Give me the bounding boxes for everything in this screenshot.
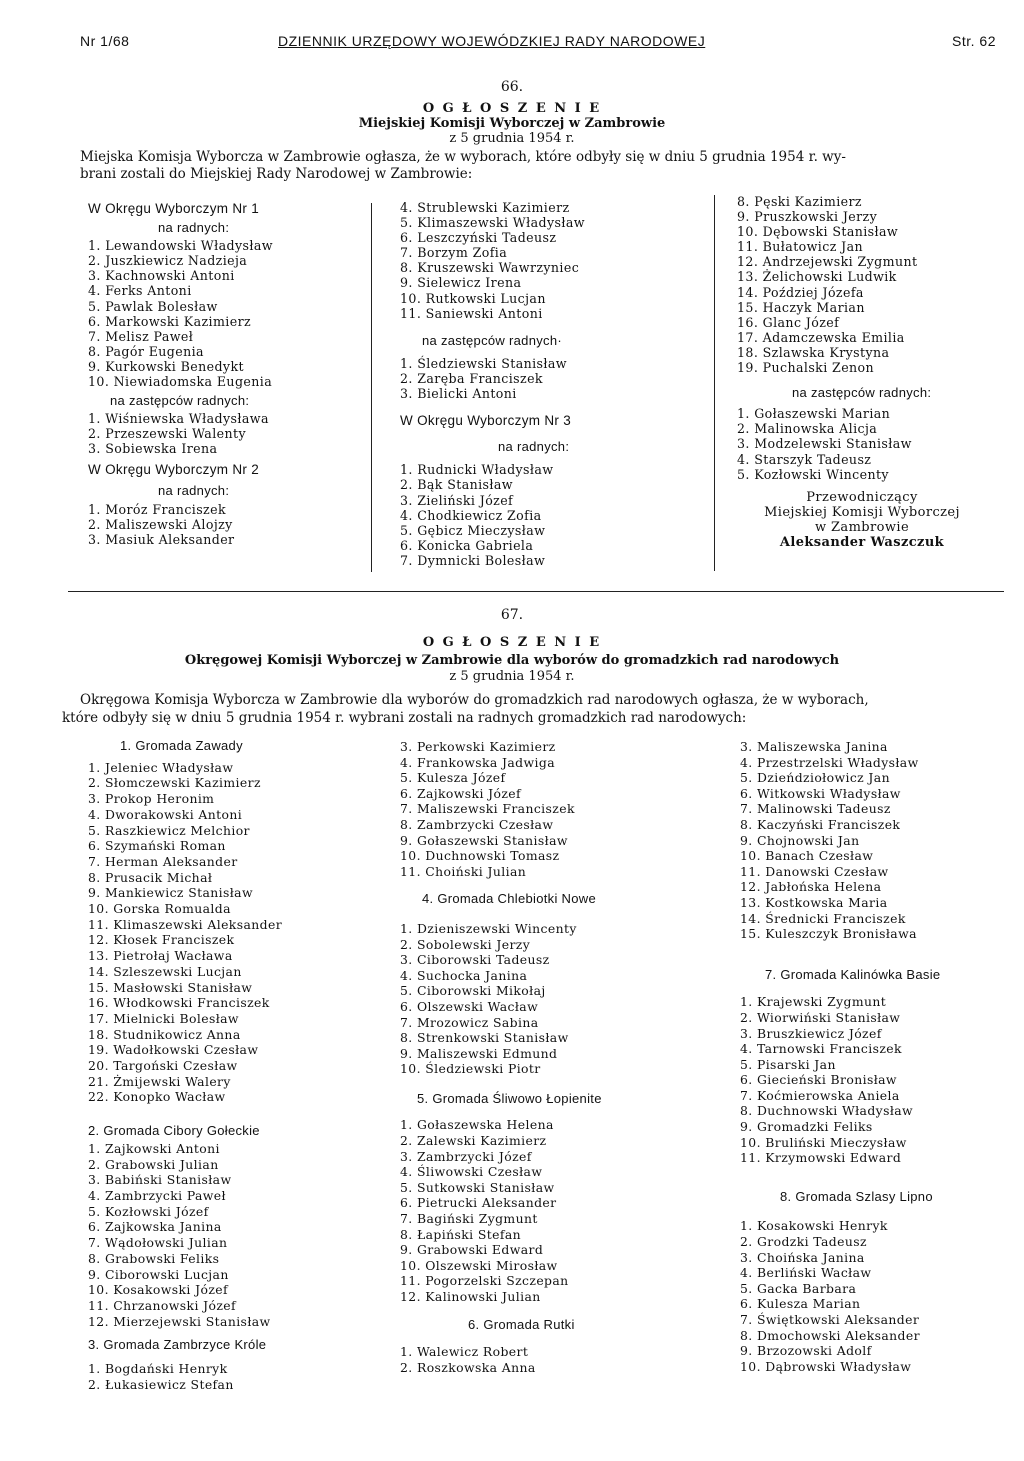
- list-item: 5. Pisarski Jan: [740, 1056, 836, 1072]
- list-item: 6. Zajkowska Janina: [88, 1219, 222, 1235]
- list-item: 14. Średnicki Franciszek: [740, 910, 906, 926]
- list-item: 5. Pawlak Bolesław: [88, 298, 218, 314]
- list-item: 7. Świętkowski Aleksander: [740, 1312, 920, 1327]
- list-item: 1. Bogdański Henryk: [88, 1361, 228, 1377]
- signature-block: [737, 490, 987, 550]
- s67-number: 67.: [500, 607, 524, 623]
- list-item: 10. Dąbrowski Władysław: [740, 1358, 912, 1374]
- s67-subtitle: Okręgowej Komisji Wyborczej w Zambrowie dla wyborów do gromadzkich rad narodowych: [184, 653, 840, 668]
- name-list: [400, 200, 585, 321]
- name-list: [737, 406, 987, 481]
- s67-title: O G Ł O S Z E N I E: [422, 635, 602, 650]
- list-item: 7. Maliszewski Franciszek: [400, 801, 575, 817]
- list-item: 8. Prusacik Michał: [88, 869, 213, 885]
- list-item: 14. Szleszewski Lucjan: [88, 963, 242, 979]
- list-item: 16. Włodkowski Franciszek: [88, 995, 270, 1011]
- list-item: 19. Wadołkowski Czesław: [88, 1042, 259, 1058]
- list-item: 9. Ciborowski Lucjan: [88, 1266, 229, 1282]
- list-item: 10. Niewiadomska Eugenia: [88, 374, 273, 390]
- list-item: 3. Perkowski Kazimierz: [400, 739, 556, 754]
- s66-col2: [400, 200, 585, 568]
- list-item: 10. Banach Czesław: [740, 848, 874, 864]
- name-list: [740, 994, 940, 1166]
- list-item: 11. Klimaszewski Aleksander: [88, 916, 283, 932]
- list-item: 3. Masiuk Aleksander: [88, 531, 235, 547]
- list-item: 6. Konicka Gabriela: [400, 537, 534, 553]
- list-item: 9. Sielewicz Irena: [400, 275, 522, 291]
- list-item: 9. Brzozowski Adolf: [740, 1343, 872, 1359]
- list-item: 14. Poździej Józefa: [737, 284, 864, 300]
- list-item: 5. Kozłowski Józef: [88, 1203, 209, 1219]
- list-item: 8. Łapiński Stefan: [400, 1226, 522, 1242]
- list-item: 9. Mankiewicz Stanisław: [88, 885, 253, 901]
- list-item: 15. Masłowski Stanisław: [88, 979, 253, 995]
- name-list: [88, 1361, 282, 1392]
- list-item: 6. Zajkowski Józef: [400, 785, 522, 801]
- list-item: 2. Przeszewski Walenty: [88, 426, 246, 442]
- list-item: 5. Ciborowski Mikołaj: [400, 983, 546, 999]
- list-item: 13. Żelichowski Ludwik: [737, 269, 897, 285]
- s66-intro-line2: brani zostali do Miejskiej Rady Narodowej w Zambrowie:: [80, 166, 473, 182]
- list-item: 4. Zambrzycki Paweł: [88, 1187, 226, 1203]
- signature-role: Przewodniczący: [806, 489, 918, 505]
- list-item: 3. Babiński Stanisław: [88, 1172, 232, 1188]
- list-item: 9. Gromadzki Feliks: [740, 1119, 873, 1135]
- list-item: 1. Lewandowski Władysław: [88, 238, 273, 254]
- list-item: 2. Łukasiewicz Stefan: [88, 1376, 234, 1392]
- name-list: [740, 739, 940, 942]
- list-item: 11. Bułatowicz Jan: [737, 239, 863, 255]
- list-item: 2. Malinowska Alicja: [737, 421, 878, 437]
- list-item: 10. Rutkowski Lucjan: [400, 290, 546, 306]
- list-item: 6. Pietrucki Aleksander: [400, 1195, 557, 1211]
- list-item: 11. Choiński Julian: [400, 863, 527, 879]
- list-item: 2. Wiorwiński Stanisław: [740, 1009, 901, 1025]
- list-item: 1. Walewicz Robert: [400, 1344, 529, 1360]
- gromada-heading: 5. Gromada Śliwowo Łopienite: [417, 1090, 602, 1106]
- list-item: 5. Gębicz Mieczysław: [400, 522, 546, 538]
- list-item: 9. Maliszewski Edmund: [400, 1045, 558, 1061]
- list-item: 2. Grabowski Julian: [88, 1156, 219, 1172]
- list-item: 7. Borzym Zofia: [400, 245, 508, 261]
- name-list: [400, 356, 585, 401]
- journal-title: DZIENNIK URZĘDOWY WOJEWÓDZKIEJ RADY NARODOWEJ: [278, 33, 706, 49]
- list-item: 12. Kalinowski Julian: [400, 1289, 541, 1304]
- name-list: [400, 1344, 602, 1375]
- s66-date: z 5 grudnia 1954 r.: [449, 131, 575, 146]
- list-item: 10. Duchnowski Tomasz: [400, 848, 560, 864]
- list-item: 8. Grabowski Feliks: [88, 1250, 220, 1266]
- list-item: 3. Zieliński Józef: [400, 492, 514, 508]
- list-item: 2. Juszkiewicz Nadzieja: [88, 253, 248, 269]
- list-item: 12. Andrzejewski Zygmunt: [737, 254, 918, 270]
- district-heading: W Okręgu Wyborczym Nr 2: [88, 461, 260, 477]
- list-item: 10. Bruliński Mieczysław: [740, 1134, 907, 1150]
- name-list: [88, 760, 282, 1105]
- list-item: 19. Puchalski Zenon: [737, 360, 875, 376]
- list-item: 6. Markowski Kazimierz: [88, 313, 252, 329]
- list-item: 8. Pagór Eugenia: [88, 343, 204, 359]
- subheading: na zastępców radnych:: [792, 385, 932, 401]
- list-item: 2. Słomczewski Kazimierz: [88, 775, 261, 791]
- list-item: 11. Saniewski Antoni: [400, 305, 543, 321]
- list-item: 10. Dębowski Stanisław: [737, 224, 899, 240]
- name-list: [88, 502, 273, 547]
- list-item: 3. Kachnowski Antoni: [88, 268, 235, 284]
- column-rule: [714, 195, 715, 571]
- list-item: 3. Zambrzycki Józef: [400, 1148, 532, 1164]
- list-item: 1. Kosakowski Henryk: [740, 1218, 888, 1234]
- list-item: 11. Chrzanowski Józef: [88, 1297, 237, 1313]
- district-heading: W Okręgu Wyborczym Nr 1: [88, 201, 260, 216]
- list-item: 16. Glanc Józef: [737, 314, 840, 330]
- list-item: 3. Bielicki Antoni: [400, 386, 517, 402]
- list-item: 5. Raszkiewicz Melchior: [88, 822, 250, 838]
- list-item: 20. Targoński Czesław: [88, 1058, 238, 1074]
- list-item: 17. Mielnicki Bolesław: [88, 1010, 239, 1026]
- list-item: 8. Dmochowski Aleksander: [740, 1327, 920, 1343]
- signature-place: w Zambrowie: [814, 519, 910, 535]
- list-item: 5. Kozłowski Wincenty: [737, 466, 889, 482]
- list-item: 13. Pietrołaj Wacława: [88, 948, 233, 964]
- list-item: 1. Rudnicki Władysław: [400, 462, 554, 478]
- s67-date: z 5 grudnia 1954 r.: [449, 669, 575, 684]
- list-item: 1. Śledziewski Stanisław: [400, 355, 567, 371]
- gromada-heading: 3. Gromada Zambrzyce Króle: [88, 1337, 267, 1353]
- list-item: 7. Malinowski Tadeusz: [740, 801, 891, 817]
- gromada-heading: 7. Gromada Kalinówka Basie: [765, 966, 941, 982]
- list-item: 5. Kulesza Józef: [400, 770, 506, 786]
- list-item: 10. Olszewski Mirosław: [400, 1257, 558, 1273]
- s66-subtitle: Miejskiej Komisji Wyborczej w Zambrowie: [358, 116, 666, 131]
- list-item: 12. Mierzejewski Stanisław: [88, 1313, 271, 1329]
- list-item: 6. Leszczyński Tadeusz: [400, 230, 557, 246]
- s66-col3: [737, 194, 987, 550]
- gromada-heading: 2. Gromada Cibory Gołeckie: [88, 1123, 260, 1139]
- list-item: 4. Starszyk Tadeusz: [737, 451, 872, 467]
- list-item: 3. Maliszewska Janina: [740, 739, 888, 754]
- list-item: 12. Jabłońska Helena: [740, 879, 882, 895]
- name-list: [400, 1117, 602, 1304]
- subheading: na zastępców radnych·: [422, 332, 562, 348]
- list-item: 9. Gołaszewski Stanisław: [400, 832, 568, 848]
- list-item: 7. Melisz Paweł: [88, 328, 194, 344]
- s67-col2: [400, 739, 602, 1375]
- list-item: 1. Wiśniewska Władysława: [88, 411, 269, 427]
- list-item: 9. Chojnowski Jan: [740, 832, 860, 848]
- list-item: 5. Dzieńdziołowicz Jan: [740, 770, 890, 786]
- s66-col1: [88, 201, 273, 547]
- list-item: 7. Koćmierowska Aniela: [740, 1087, 900, 1103]
- list-item: 1. Gołaszewska Helena: [400, 1117, 554, 1133]
- list-item: 11. Krzymowski Edward: [740, 1150, 902, 1166]
- s67-intro-line1: Okręgowa Komisja Wyborcza w Zambrowie dla wyborów do gromadzkich rad narodowych ogłasza, że w wyborach,: [80, 692, 869, 708]
- list-item: 4. Frankowska Jadwiga: [400, 754, 555, 770]
- list-item: 4. Berliński Wacław: [740, 1265, 872, 1281]
- list-item: 4. Tarnowski Franciszek: [740, 1041, 902, 1057]
- gromada-heading: 4. Gromada Chlebiotki Nowe: [422, 891, 596, 907]
- s67-col3: [740, 739, 940, 1374]
- list-item: 1. Moróz Franciszek: [88, 501, 226, 517]
- list-item: 6. Szymański Roman: [88, 838, 226, 854]
- district-heading: W Okręgu Wyborczym Nr 3: [400, 413, 572, 429]
- list-item: 7. Dymnicki Bolesław: [400, 552, 546, 568]
- list-item: 9. Kurkowski Benedykt: [88, 358, 244, 374]
- column-rule: [371, 203, 372, 572]
- s66-title: O G Ł O S Z E N I E: [422, 101, 602, 116]
- list-item: 2. Bąk Stanisław: [400, 477, 513, 493]
- list-item: 10. Kosakowski Józef: [88, 1282, 228, 1298]
- list-item: 8. Kaczyński Franciszek: [740, 816, 901, 832]
- list-item: 5. Klimaszewski Władysław: [400, 215, 585, 231]
- list-item: 4. Suchocka Janina: [400, 967, 528, 983]
- list-item: 6. Witkowski Władysław: [740, 785, 901, 801]
- list-item: 4. Strublewski Kazimierz: [400, 200, 570, 215]
- subheading: na zastępców radnych:: [110, 393, 250, 409]
- subheading: na radnych:: [158, 220, 230, 236]
- s66-intro-line1: Miejska Komisja Wyborcza w Zambrowie ogłasza, że w wyborach, które odbyły się w dniu 5 grudnia 1954 r. wy-: [80, 149, 846, 165]
- list-item: 2. Zaręba Franciszek: [400, 370, 543, 386]
- list-item: 2. Grodzki Tadeusz: [740, 1234, 867, 1250]
- list-item: 7. Bagiński Zygmunt: [400, 1211, 538, 1227]
- list-item: 2. Zalewski Kazimierz: [400, 1133, 547, 1149]
- list-item: 2. Roszkowska Anna: [400, 1359, 536, 1375]
- name-list: [400, 739, 602, 879]
- list-item: 5. Gacka Barbara: [740, 1280, 857, 1296]
- s67-intro-line2: które odbyły się w dniu 5 grudnia 1954 r. wybrani zostali na radnych gromadzkich rad narodowych:: [62, 710, 747, 726]
- list-item: 17. Adamczewska Emilia: [737, 329, 905, 345]
- list-item: 18. Szlawska Krystyna: [737, 344, 890, 360]
- list-item: 1. Jeleniec Władysław: [88, 759, 234, 775]
- gromada-heading: 8. Gromada Szlasy Lipno: [780, 1188, 933, 1204]
- list-item: 8. Pęski Kazimierz: [737, 194, 862, 209]
- name-list: [400, 921, 602, 1077]
- list-item: 9. Grabowski Edward: [400, 1242, 544, 1258]
- list-item: 3. Choińska Janina: [740, 1249, 865, 1265]
- list-item: 4. Chodkiewicz Zofia: [400, 507, 542, 523]
- issue-number: Nr 1/68: [80, 33, 130, 49]
- list-item: 8. Kruszewski Wawrzyniec: [400, 260, 580, 276]
- list-item: 5. Sutkowski Stanisław: [400, 1179, 555, 1195]
- list-item: 18. Studnikowicz Anna: [88, 1026, 241, 1042]
- s66-number: 66.: [500, 79, 524, 95]
- list-item: 15. Kuleszczyk Bronisława: [740, 926, 917, 942]
- page-header: [80, 33, 1004, 53]
- list-item: 3. Prokop Heronim: [88, 791, 215, 807]
- list-item: 4. Przestrzelski Władysław: [740, 754, 919, 770]
- name-list: [740, 1218, 940, 1374]
- list-item: 13. Kostkowska Maria: [740, 894, 888, 910]
- name-list: [88, 411, 273, 456]
- list-item: 7. Wądołowski Julian: [88, 1235, 228, 1251]
- list-item: 4. Śliwowski Czesław: [400, 1164, 543, 1180]
- list-item: 6. Olszewski Wacław: [400, 998, 539, 1014]
- list-item: 4. Ferks Antoni: [88, 283, 192, 299]
- list-item: 8. Duchnowski Władysław: [740, 1103, 914, 1119]
- name-list: [400, 462, 585, 568]
- list-item: 12. Kłosek Franciszek: [88, 932, 235, 948]
- list-item: 11. Pogorzelski Szczepan: [400, 1273, 569, 1289]
- list-item: 1. Gołaszewski Marian: [737, 406, 891, 422]
- list-item: 7. Herman Aleksander: [88, 853, 238, 869]
- list-item: 1. Zajkowski Antoni: [88, 1140, 220, 1156]
- name-list: [737, 194, 987, 375]
- s67-col1: [88, 738, 282, 1392]
- signature-body: Miejskiej Komisji Wyborczej: [764, 504, 960, 520]
- list-item: 11. Danowski Czesław: [740, 863, 889, 879]
- section-divider: [68, 591, 1004, 592]
- list-item: 3. Modzelewski Stanisław: [737, 436, 912, 452]
- page-number: Str. 62: [952, 33, 996, 49]
- list-item: 6. Giecieński Bronisław: [740, 1072, 897, 1088]
- list-item: 1. Dzieniszewski Wincenty: [400, 920, 577, 936]
- list-item: 8. Strenkowski Stanisław: [400, 1030, 569, 1046]
- list-item: 3. Sobiewska Irena: [88, 441, 218, 457]
- list-item: 2. Sobolewski Jerzy: [400, 936, 531, 952]
- gromada-heading: 1. Gromada Zawady: [120, 738, 243, 753]
- name-list: [88, 1141, 282, 1329]
- list-item: 10. Śledziewski Piotr: [400, 1061, 541, 1077]
- list-item: 4. Dworakowski Antoni: [88, 806, 243, 822]
- list-item: 1. Krajewski Zygmunt: [740, 994, 887, 1010]
- subheading: na radnych:: [498, 439, 570, 455]
- name-list: [88, 238, 273, 389]
- list-item: 15. Haczyk Marian: [737, 299, 865, 315]
- list-item: 3. Ciborowski Tadeusz: [400, 952, 550, 968]
- list-item: 10. Gorska Romualda: [88, 901, 231, 917]
- subheading: na radnych:: [158, 482, 230, 498]
- list-item: 3. Bruszkiewicz Józef: [740, 1025, 882, 1041]
- list-item: 6. Kulesza Marian: [740, 1296, 861, 1312]
- gromada-heading: 6. Gromada Rutki: [468, 1316, 575, 1332]
- list-item: 21. Żmijewski Walery: [88, 1073, 231, 1089]
- list-item: 9. Pruszkowski Jerzy: [737, 209, 878, 225]
- list-item: 7. Mrozowicz Sabina: [400, 1014, 539, 1030]
- list-item: 2. Maliszewski Alojzy: [88, 516, 233, 532]
- list-item: 22. Konopko Wacław: [88, 1089, 226, 1105]
- signature-name: Aleksander Waszczuk: [779, 534, 945, 550]
- list-item: 8. Zambrzycki Czesław: [400, 816, 554, 832]
